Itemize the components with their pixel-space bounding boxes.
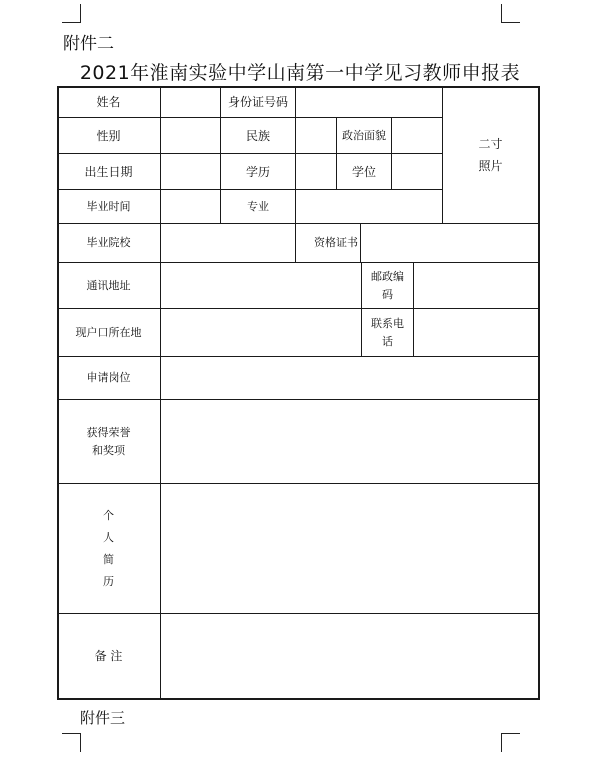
photo-label-line2: 照片 bbox=[478, 158, 503, 173]
phone-label-line2: 话 bbox=[382, 334, 393, 348]
label-ethnicity: 民族 bbox=[245, 128, 270, 143]
education-field[interactable] bbox=[296, 154, 336, 189]
applied-position-field[interactable] bbox=[161, 357, 538, 399]
label-degree: 学位 bbox=[351, 164, 376, 179]
phone-field[interactable] bbox=[414, 309, 538, 356]
label-personal-resume bbox=[57, 484, 160, 613]
name-field[interactable] bbox=[161, 86, 220, 117]
birth-date-field[interactable] bbox=[161, 154, 220, 189]
graduation-time-field[interactable] bbox=[161, 190, 220, 223]
label-remarks: 备 注 bbox=[94, 649, 123, 663]
label-qualification-cert: 资格证书 bbox=[314, 236, 358, 249]
qualification-cert-field[interactable] bbox=[361, 224, 538, 262]
personal-resume-field[interactable] bbox=[161, 484, 538, 613]
annex-label-bottom: 附件三 bbox=[80, 709, 126, 727]
degree-field[interactable] bbox=[392, 154, 442, 189]
table-border-right bbox=[538, 86, 540, 700]
label-address: 通讯地址 bbox=[86, 278, 131, 292]
remarks-field[interactable] bbox=[161, 614, 538, 698]
annex-label-top: 附件二 bbox=[63, 34, 114, 54]
label-postal-code bbox=[362, 263, 413, 308]
postal-label-line1: 邮政编 bbox=[371, 269, 404, 283]
resume-char: 简 bbox=[103, 552, 114, 566]
honors-awards-field[interactable] bbox=[161, 400, 538, 483]
ethnicity-field[interactable] bbox=[296, 118, 336, 153]
major-field[interactable] bbox=[296, 190, 442, 223]
label-id-number: 身份证号码 bbox=[227, 94, 288, 109]
honors-label-line2: 和奖项 bbox=[92, 443, 125, 457]
photo-box[interactable] bbox=[443, 86, 538, 223]
label-phone bbox=[362, 309, 413, 356]
crop-mark-top-right bbox=[501, 4, 520, 23]
hukou-location-field[interactable] bbox=[161, 309, 361, 356]
honors-label-line1: 获得荣誉 bbox=[86, 425, 131, 439]
label-graduation-time: 毕业时间 bbox=[86, 199, 131, 213]
crop-mark-bottom-right bbox=[501, 733, 520, 752]
resume-char: 个 bbox=[103, 508, 114, 522]
label-birth-date: 出生日期 bbox=[84, 164, 133, 179]
page-title: 2021年淮南实验中学山南第一中学见习教师申报表 bbox=[79, 62, 521, 84]
postal-label-line2: 码 bbox=[382, 287, 393, 301]
label-gender: 性别 bbox=[96, 128, 121, 143]
resume-char: 历 bbox=[103, 574, 114, 588]
gender-field[interactable] bbox=[161, 118, 220, 153]
label-political-status: 政治面貌 bbox=[342, 128, 386, 142]
label-hukou-location: 现户口所在地 bbox=[75, 325, 142, 339]
application-form-table bbox=[57, 86, 540, 700]
id-number-field[interactable] bbox=[296, 86, 442, 117]
postal-code-field[interactable] bbox=[414, 263, 538, 308]
table-border-bottom bbox=[57, 698, 540, 700]
crop-mark-top-left bbox=[62, 4, 81, 23]
label-major: 专业 bbox=[247, 199, 269, 213]
label-graduate-school: 毕业院校 bbox=[86, 236, 131, 249]
crop-mark-bottom-left bbox=[62, 733, 81, 752]
label-education: 学历 bbox=[245, 164, 270, 179]
label-applied-position: 申请岗位 bbox=[86, 371, 131, 384]
resume-char: 人 bbox=[103, 530, 114, 544]
political-status-field[interactable] bbox=[392, 118, 442, 153]
photo-label-line1: 二寸 bbox=[478, 136, 503, 151]
label-honors-awards bbox=[57, 400, 160, 483]
phone-label-line1: 联系电 bbox=[371, 316, 404, 330]
address-field[interactable] bbox=[161, 263, 361, 308]
label-name: 姓名 bbox=[96, 94, 121, 109]
